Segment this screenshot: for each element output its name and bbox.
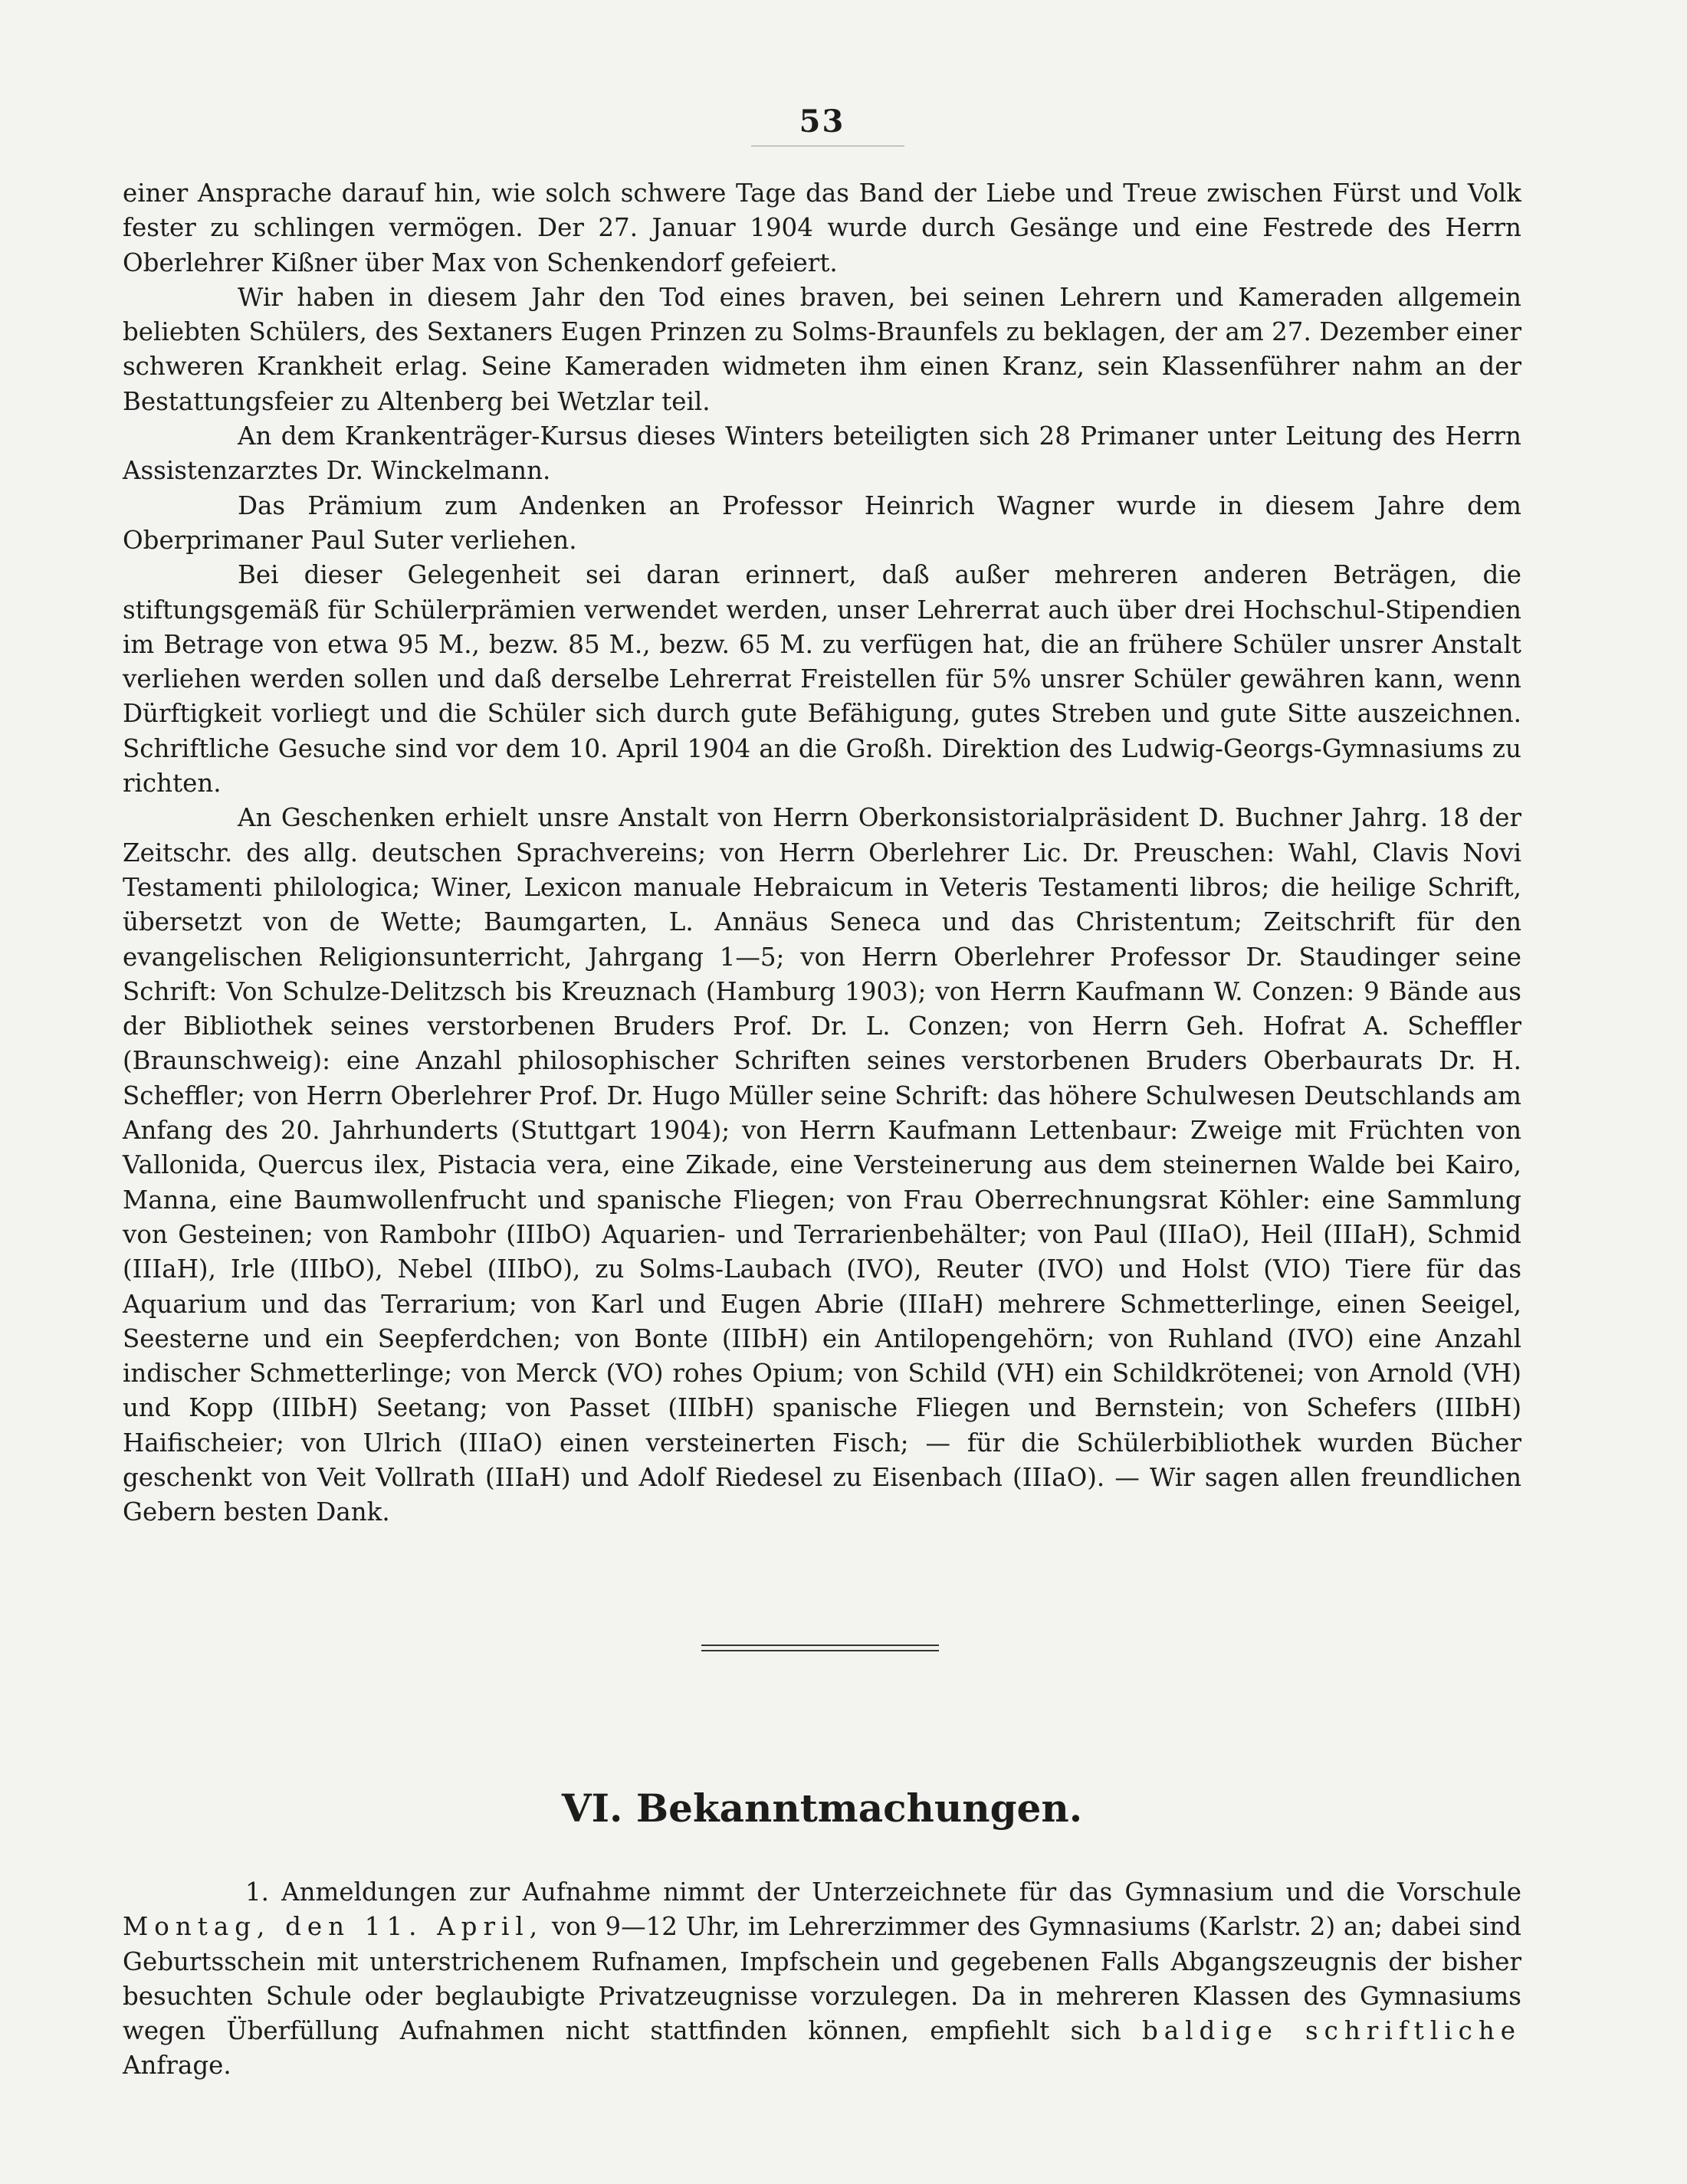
notice-date: Montag, den 11. April, [123,1912,544,1942]
notice-middle: von 9—12 Uhr, im Lehrerzimmer des Gymnasiums (Karlstr. 2) an; dabei sind Geburtsschein mit unterstrichenem Rufnamen, Impfschein und gegebenen Falls Abgangszeugnis der bisher besuchten Schule oder beglaubigte Privatzeugnisse vorzulegen. Da in mehreren Klassen des Gymnasiums wegen Überfüllung Aufnahmen nicht stattfinden können, empfiehlt sich [123,1912,1521,2046]
notice-anmeldungen [123,1875,1521,2084]
paragraph-ansprache: einer Ansprache darauf hin, wie solch schwere Tage das Band der Liebe und Treue zwischen Fürst und Volk fester zu schlingen vermögen. Der 27. Januar 1904 wurde durch Gesänge und eine Festrede des Herrn Oberlehrer Kißner über Max von Schenkendorf gefeiert. [123,179,1521,277]
paragraph-todesfall: Wir haben in diesem Jahr den Tod eines braven, bei seinen Lehrern und Kameraden allgemein beliebten Schülers, des Sextaners Eugen Prinzen zu Solms-Braunfels zu beklagen, der am 27. Dezember einer schweren Krankheit erlag. Seine Kameraden widmeten ihm einen Kranz, sein Klassenführer nahm an der Bestattungsfeier zu Altenberg bei Wetzlar teil. [123,282,1521,416]
body-text [123,176,1521,1530]
paragraph-krankentraeger-kursus: An dem Krankenträger-Kursus dieses Winters beteiligten sich 28 Primaner unter Leitung des Herrn Assistenzarztes Dr. Winckelmann. [123,421,1521,486]
paragraph-praemium: Das Prämium zum Andenken an Professor Heinrich Wagner wurde in diesem Jahre dem Oberprimaner Paul Suter verliehen. [123,490,1521,555]
section-number: VI. [561,1785,623,1831]
page-number: 53 [799,103,845,139]
document-page [123,0,1521,2184]
section-separator-top [701,1645,939,1646]
paragraph-stipendien: Bei dieser Gelegenheit sei daran erinnert, daß außer mehreren anderen Beträgen, die stiftungsgemäß für Schülerprämien verwendet werden, unser Lehrerrat auch über drei Hochschul-Stipendien im Betrage von etwa 95 M., bezw. 85 M., bezw. 65 M. zu verfügen hat, die an frühere Schüler unsrer Anstalt verliehen werden sollen und daß derselbe Lehrerrat Freistellen für 5% unsrer Schüler gewähren kann, wenn Dürftigkeit vorliegt und die Schüler sich durch gute Befähigung, gutes Streben und gute Sitte auszeichnen. Schriftliche Gesuche sind vor dem 10. April 1904 an die Großh. Direktion des Ludwig-Georgs-Gymnasiums zu richten. [123,560,1521,799]
notice-emphasis: baldige schriftliche [1141,2016,1521,2046]
notice-suffix: Anfrage. [123,2051,231,2081]
paragraph-geschenke: An Geschenken erhielt unsre Anstalt von Herrn Oberkonsistorialpräsident D. Buchner Jahrg. 18 der Zeitschr. des allg. deutschen Sprachvereins; von Herrn Oberlehrer Lic. Dr. Preuschen: Wahl, Clavis Novi Testamenti philologica; Winer, Lexicon manuale Hebraicum in Veteris Testamenti libros; die heilige Schrift, übersetzt von de Wette; Baumgarten, L. Annäus Seneca und das Christentum; Zeitschrift für den evangelischen Religionsunterricht, Jahrgang 1—5; von Herrn Oberlehrer Professor Dr. Staudinger seine Schrift: Von Schulze-Delitzsch bis Kreuznach (Hamburg 1903); von Herrn Kaufmann W. Conzen: 9 Bände aus der Bibliothek seines verstorbenen Bruders Prof. Dr. L. Conzen; von Herrn Geh. Hofrat A. Scheffler (Braunschweig): eine Anzahl philosophischer Schriften seines verstorbenen Bruders Oberbaurats Dr. H. Scheffler; von Herrn Oberlehrer Prof. Dr. Hugo Müller seine Schrift: das höhere Schulwesen Deutschlands am Anfang des 20. Jahrhunderts (Stuttgart 1904); von Herrn Kaufmann Lettenbaur: Zweige mit Früchten von Vallonida, Quercus ilex, Pistacia vera, eine Zikade, eine Versteinerung aus dem steinernen Walde bei Kairo, Manna, eine Baumwollenfrucht und spanische Fliegen; von Frau Oberrechnungsrat Köhler: eine Sammlung von Gesteinen; von Rambohr (IIIbO) Aquarien- und Terrarienbehälter; von Paul (IIIaO), Heil (IIIaH), Schmid (IIIaH), Irle (IIIbO), Nebel (IIIbO), zu Solms-Laubach (IVO), Reuter (IVO) und Holst (VIO) Tiere für das Aquarium und das Terrarium; von Karl und Eugen Abrie (IIIaH) mehrere Schmetterlinge, einen Seeigel, Seesterne und ein Seepferdchen; von Bonte (IIIbH) ein Antilopengehörn; von Ruhland (IVO) eine Anzahl indischer Schmetterlinge; von Merck (VO) rohes Opium; von Schild (VH) ein Schildkrötenei; von Arnold (VH) und Kopp (IIIbH) Seetang; von Passet (IIIbH) spanische Fliegen und Bernstein; von Schefers (IIIbH) Haifischeier; von Ulrich (IIIaO) einen versteinerten Fisch; — für die Schülerbibliothek wurden Bücher geschenkt von Veit Vollrath (IIIaH) und Adolf Riedesel zu Eisenbach (IIIaO). — Wir sagen allen freundlichen Gebern besten Dank. [123,803,1521,1527]
section-separator-bottom [701,1650,939,1651]
section-heading [123,1786,1521,1831]
notice-prefix: 1. Anmeldungen zur Aufnahme nimmt der Unterzeichnete für das Gymnasium und die Vorschule [245,1877,1521,1907]
section-title: Bekanntmachungen. [635,1785,1083,1831]
